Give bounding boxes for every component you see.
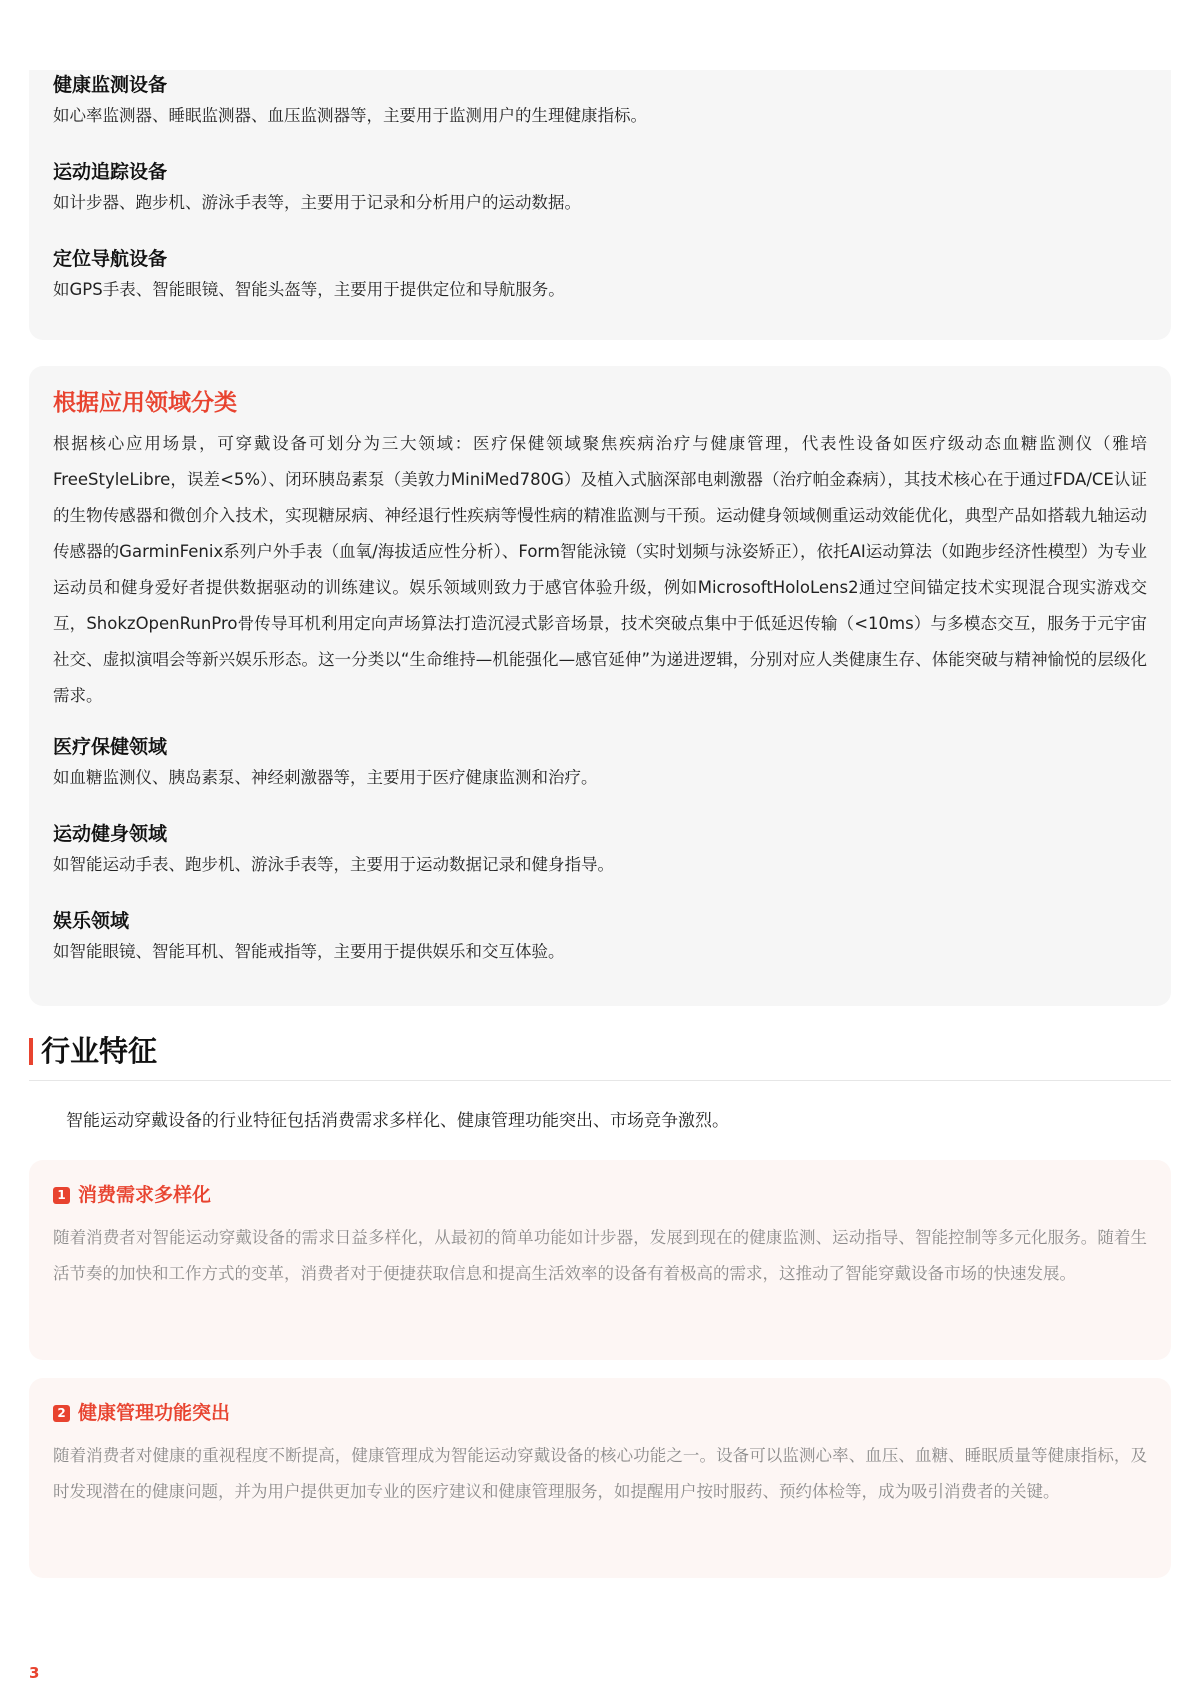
feature-desc: 随着消费者对智能运动穿戴设备的需求日益多样化，从最初的简单功能如计步器，发展到现在的健康监测、运动指导、智能控制等多元化服务。随着生活节奏的加快和工作方式的变革，消费者对于便捷获取信息和提高生活效率的设备有着极高的需求，这推动了智能穿戴设备市场的快速发展。 bbox=[53, 1228, 1147, 1283]
list-item bbox=[53, 908, 1147, 964]
item-desc: 如GPS手表、智能眼镜、智能头盔等，主要用于提供定位和导航服务。 bbox=[53, 280, 565, 299]
feature-title: 消费需求多样化 bbox=[78, 1184, 212, 1206]
list-item bbox=[53, 246, 1147, 302]
feature-header bbox=[53, 1400, 1147, 1426]
card-title: 根据应用领域分类 bbox=[53, 390, 237, 416]
item-desc: 如计步器、跑步机、游泳手表等，主要用于记录和分析用户的运动数据。 bbox=[53, 193, 581, 212]
feature-card bbox=[29, 1160, 1171, 1360]
item-desc: 如心率监测器、睡眠监测器、血压监测器等，主要用于监测用户的生理健康指标。 bbox=[53, 106, 647, 125]
feature-header bbox=[53, 1182, 1147, 1208]
item-title: 运动健身领域 bbox=[53, 823, 168, 845]
item-desc: 如智能眼镜、智能耳机、智能戒指等，主要用于提供娱乐和交互体验。 bbox=[53, 942, 565, 961]
number-badge: 1 bbox=[53, 1187, 70, 1204]
list-item bbox=[53, 70, 1147, 128]
list-item bbox=[53, 734, 1147, 790]
feature-desc: 随着消费者对健康的重视程度不断提高，健康管理成为智能运动穿戴设备的核心功能之一。设备可以监测心率、血压、血糖、睡眠质量等健康指标，及时发现潜在的健康问题，并为用户提供更加专业的医疗建议和健康管理服务，如提醒用户按时服药、预约体检等，成为吸引消费者的关键。 bbox=[53, 1446, 1147, 1501]
feature-card bbox=[29, 1378, 1171, 1578]
section-intro: 智能运动穿戴设备的行业特征包括消费需求多样化、健康管理功能突出、市场竞争激烈。 bbox=[66, 1111, 729, 1131]
item-title: 医疗保健领域 bbox=[53, 736, 168, 758]
section-accent-bar bbox=[29, 1038, 33, 1065]
section-title: 行业特征 bbox=[41, 1034, 158, 1068]
number-badge: 2 bbox=[53, 1405, 70, 1422]
application-field-card bbox=[29, 366, 1171, 1006]
item-title: 娱乐领域 bbox=[53, 910, 130, 932]
section-header bbox=[29, 1030, 1171, 1081]
card-paragraph: 根据核心应用场景，可穿戴设备可划分为三大领域：医疗保健领域聚焦疾病治疗与健康管理，代表性设备如医疗级动态血糖监测仪（雅培FreeStyleLibre，误差<5%）、闭环胰岛素泵（美敦力MiniMed780G）及植入式脑深部电刺激器（治疗帕金森病），其技术核心在于通过FDA/CE认证的生物传感器和微创介入技术，实现糖尿病、神经退行性疾病等慢性病的精准监测与干预。运动健身领域侧重运动效能优化，典型产品如搭载九轴运动传感器的GarminFenix系列户外手表（血氧/海拔适应性分析）、Form智能泳镜（实时划频与泳姿矫正），依托AI运动算法（如跑步经济性模型）为专业运动员和健身爱好者提供数据驱动的训练建议。娱乐领域则致力于感官体验升级，例如MicrosoftHoloLens2通过空间锚定技术实现混合现实游戏交互，ShokzOpenRunPro骨传导耳机利用定向声场算法打造沉浸式影音场景，技术突破点集中于低延迟传输（<10ms）与多模态交互，服务于元宇宙社交、虚拟演唱会等新兴娱乐形态。这一分类以“生命维持—机能强化—感官延伸”为递进逻辑，分别对应人类健康生存、体能突破与精神愉悦的层级化需求。 bbox=[53, 434, 1147, 705]
page-number: 3 bbox=[29, 1664, 40, 1682]
item-desc: 如智能运动手表、跑步机、游泳手表等，主要用于运动数据记录和健身指导。 bbox=[53, 855, 614, 874]
item-title: 运动追踪设备 bbox=[53, 161, 168, 183]
list-item bbox=[53, 821, 1147, 877]
feature-title: 健康管理功能突出 bbox=[78, 1402, 231, 1424]
list-item bbox=[53, 159, 1147, 215]
device-type-card bbox=[29, 70, 1171, 340]
item-title: 定位导航设备 bbox=[53, 248, 168, 270]
item-title: 健康监测设备 bbox=[53, 74, 168, 96]
item-desc: 如血糖监测仪、胰岛素泵、神经刺激器等，主要用于医疗健康监测和治疗。 bbox=[53, 768, 598, 787]
